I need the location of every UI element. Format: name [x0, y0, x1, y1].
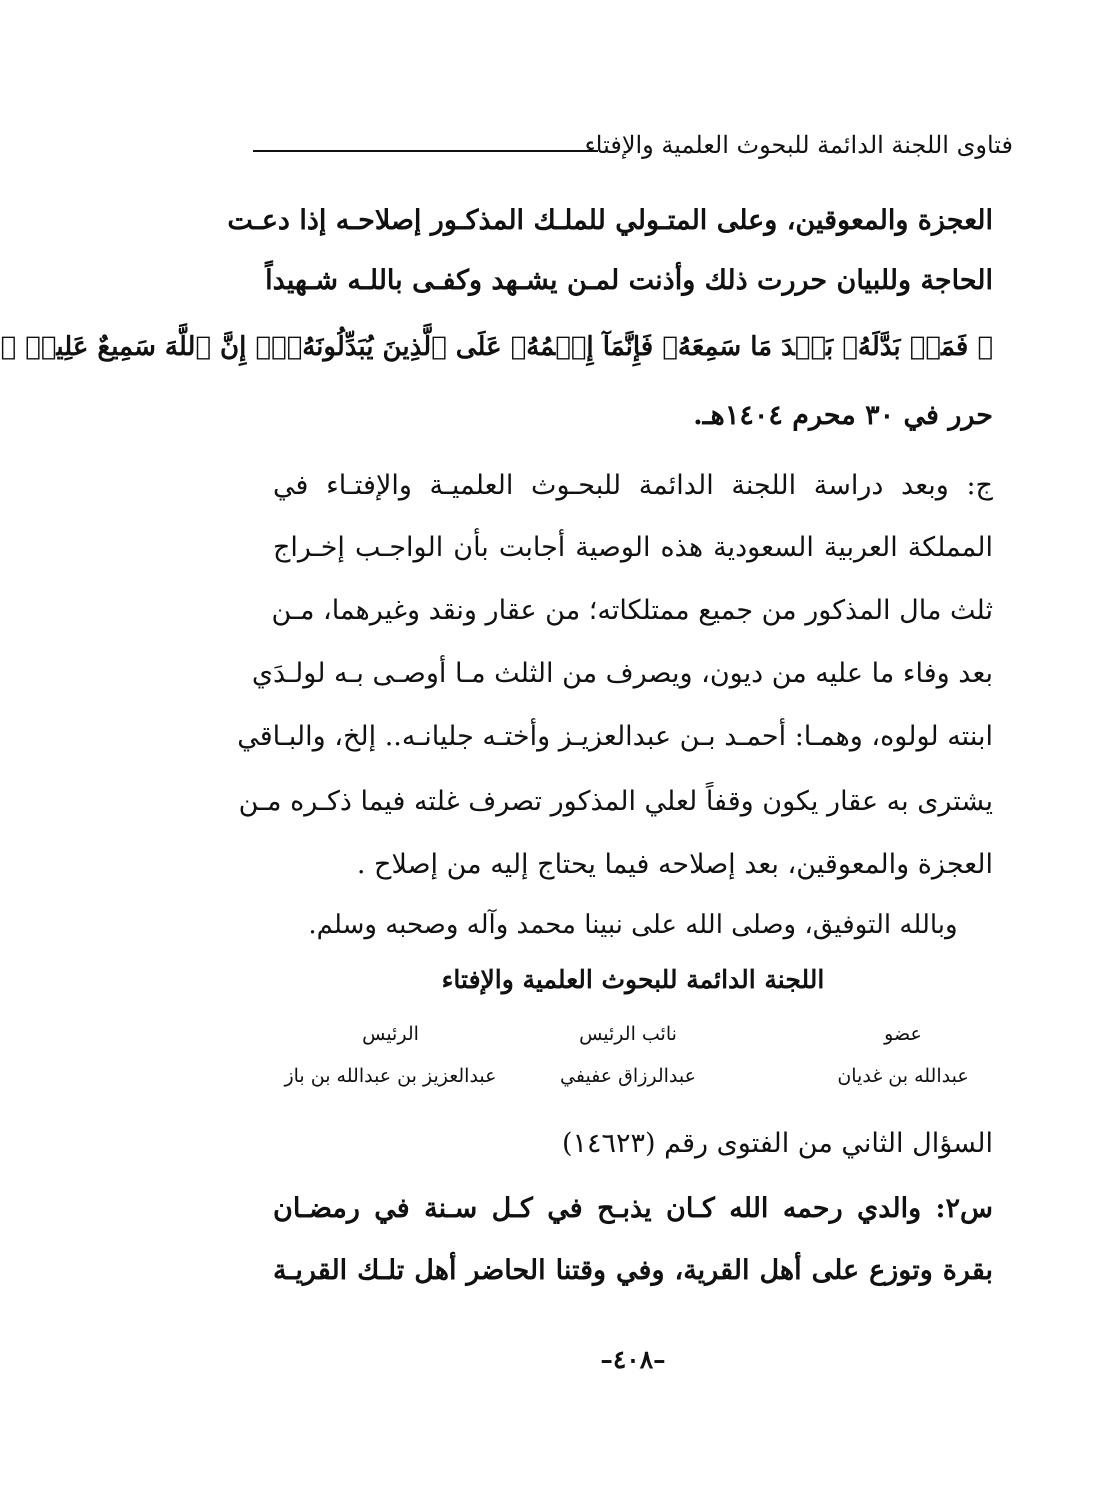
previous-answer-line: العجزة والمعوقين، وعلى المتـولي للملـك المذكـور إصلاحـه إذا دعـت [227, 205, 993, 236]
answer-line: ج: وبعد دراسة اللجنة الدائمة للبحـوث العلميـة والإفتـاء في [273, 470, 993, 501]
committee-name: اللجنة الدائمة للبحوث العلمية والإفتاء [441, 965, 825, 994]
header-title: فتاوى اللجنة الدائمة للبحوث العلمية والإفتاء [584, 131, 1013, 159]
answer-line: المملكة العربية السعودية هذه الوصية أجابت بأن الواجـب إخـراج [273, 532, 993, 563]
page-number: –٤٠٨– [600, 1345, 666, 1374]
running-header [253, 128, 1013, 168]
question-line: بقرة وتوزع على أهل القرية، وفي وقتنا الحاضر أهل تلـك القريـة [273, 1255, 993, 1286]
answer-line: العجزة والمعوقين، بعد إصلاحه فيما يحتاج إليه من إصلاح . [356, 849, 993, 880]
header-rule [253, 150, 598, 152]
answer-line: يشترى به عقار يكون وقفاً لعلي المذكور تصرف غلته فيما ذكـره مـن [238, 786, 993, 817]
signatory-member [813, 1020, 993, 1090]
signatory-vice-chairman [528, 1020, 728, 1090]
signatory-role: عضو [884, 1023, 922, 1045]
date-line: حرر في ٣٠ محرم ١٤٠٤هـ. [693, 400, 993, 431]
quran-verse: ﴿ فَمَنۢ بَدَّلَهُۥ بَعۡدَ مَا سَمِعَهُۥ فَإِنَّمَآ إِثۡمُهُۥ عَلَى ٱلَّذِينَ يُبَدِّلُونَهُۥٓۚ إِنَّ ٱللَّهَ سَمِيعٌ عَلِيمٞ ﴾ [0, 332, 993, 362]
question-title: السؤال الثاني من الفتوى رقم (١٤٦٢٣) [561, 1128, 993, 1159]
signatory-name: عبدالعزيز بن عبدالله بن باز [284, 1065, 497, 1087]
signatory-chairman [278, 1020, 503, 1090]
signatory-name: عبدالرزاق عفيفي [560, 1065, 696, 1087]
signatory-role: الرئيس [362, 1023, 419, 1045]
answer-line: بعد وفاء ما عليه من ديون، ويصرف من الثلث مـا أوصـى بـه لولـدَي [251, 658, 993, 689]
closing-line: وبالله التوفيق، وصلى الله على نبينا محمد وآله وصحبه وسلم. [308, 910, 958, 940]
answer-line: ثلث مال المذكور من جميع ممتلكاته؛ من عقار ونقد وغيرهما، مـن [271, 595, 993, 626]
question-line: س٢: والدي رحمه الله كـان يذبـح في كـل سـنة في رمضـان [273, 1193, 993, 1224]
signatory-name: عبدالله بن غديان [837, 1065, 969, 1087]
previous-answer-line: الحاجة وللبيان حررت ذلك وأذنت لمـن يشـهد وكفـى باللـه شـهيداً [265, 265, 993, 296]
answer-line: ابنته لولوه، وهمـا: أحمـد بـن عبدالعزيـز وأختـه جليانـه.. إلخ، والبـاقي [237, 721, 993, 752]
signatory-role: نائب الرئيس [579, 1023, 677, 1045]
